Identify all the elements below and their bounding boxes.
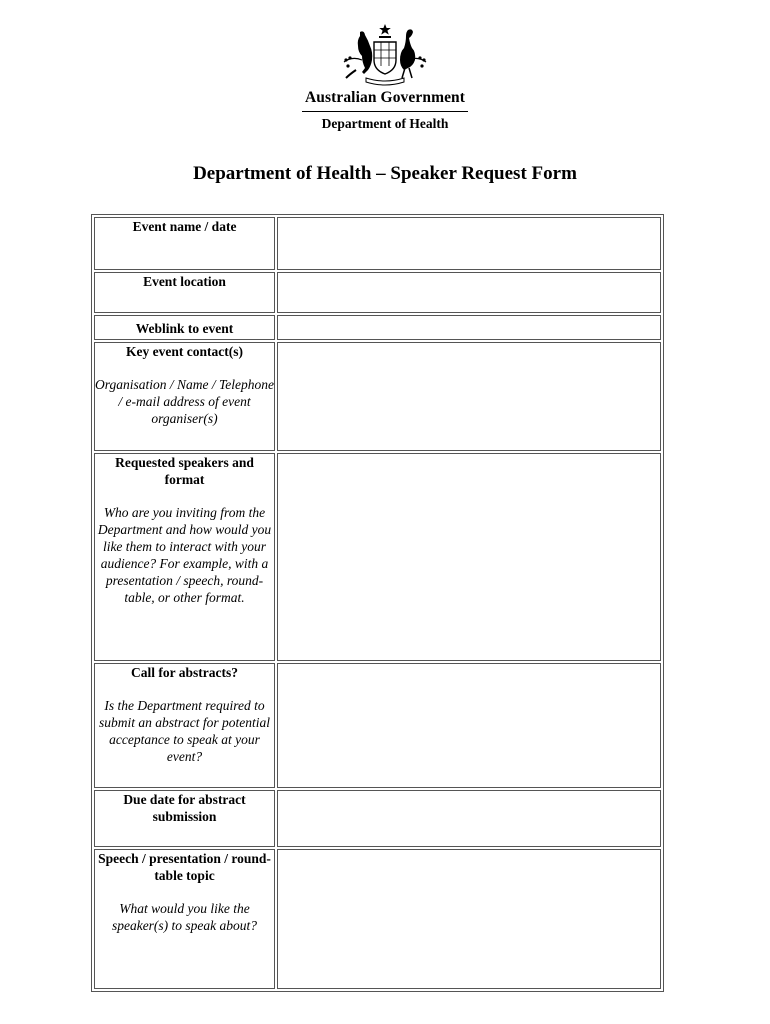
table-row bbox=[94, 342, 661, 451]
call-for-abstracts-field[interactable] bbox=[277, 663, 661, 788]
topic-hint: What would you like the speaker(s) to speak about? bbox=[111, 901, 258, 933]
row-label-cell bbox=[94, 217, 275, 270]
topic-field[interactable] bbox=[277, 849, 661, 989]
event-location-label: Event location bbox=[143, 274, 226, 289]
speaker-request-table bbox=[91, 214, 664, 992]
table-row bbox=[94, 790, 661, 847]
key-contact-field[interactable] bbox=[277, 342, 661, 451]
call-for-abstracts-hint: Is the Department required to submit an abstract for potential acceptance to speak at your event? bbox=[98, 698, 270, 764]
abstract-due-date-field[interactable] bbox=[277, 790, 661, 847]
row-label-cell bbox=[94, 790, 275, 847]
table-row bbox=[94, 217, 661, 270]
abstract-due-date-label: Due date for abstract submission bbox=[123, 792, 246, 824]
topic-label: Speech / presentation / round-table topic bbox=[98, 851, 271, 883]
key-contact-hint: Organisation / Name / Telephone / e-mail address of event organiser(s) bbox=[95, 377, 275, 426]
row-label-cell bbox=[94, 849, 275, 989]
requested-speakers-hint: Who are you inviting from the Department and how would you like them to interact with your audience? For example, with a presentation / speech, round-table, or other format. bbox=[97, 505, 272, 605]
form-title: Department of Health – Speaker Request Form bbox=[193, 163, 577, 184]
call-for-abstracts-label: Call for abstracts? bbox=[131, 665, 238, 680]
table-row bbox=[94, 315, 661, 340]
table-row bbox=[94, 663, 661, 788]
event-location-field[interactable] bbox=[277, 272, 661, 313]
weblink-label: Weblink to event bbox=[135, 321, 234, 336]
row-label-cell bbox=[94, 663, 275, 788]
event-name-date-label: Event name / date bbox=[132, 219, 237, 234]
row-label-cell bbox=[94, 272, 275, 313]
requested-speakers-label: Requested speakers and format bbox=[115, 455, 254, 487]
row-label-cell bbox=[94, 315, 275, 340]
coat-of-arms-logo bbox=[338, 22, 432, 88]
requested-speakers-field[interactable] bbox=[277, 453, 661, 661]
weblink-field[interactable] bbox=[277, 315, 661, 340]
department-name: Department of Health bbox=[321, 116, 449, 131]
event-name-date-field[interactable] bbox=[277, 217, 661, 270]
government-name: Australian Government bbox=[304, 89, 466, 106]
key-contact-label: Key event contact(s) bbox=[126, 344, 243, 359]
table-row bbox=[94, 453, 661, 661]
row-label-cell bbox=[94, 453, 275, 661]
table-row bbox=[94, 849, 661, 989]
header-divider bbox=[302, 111, 468, 112]
row-label-cell bbox=[94, 342, 275, 451]
table-row bbox=[94, 272, 661, 313]
